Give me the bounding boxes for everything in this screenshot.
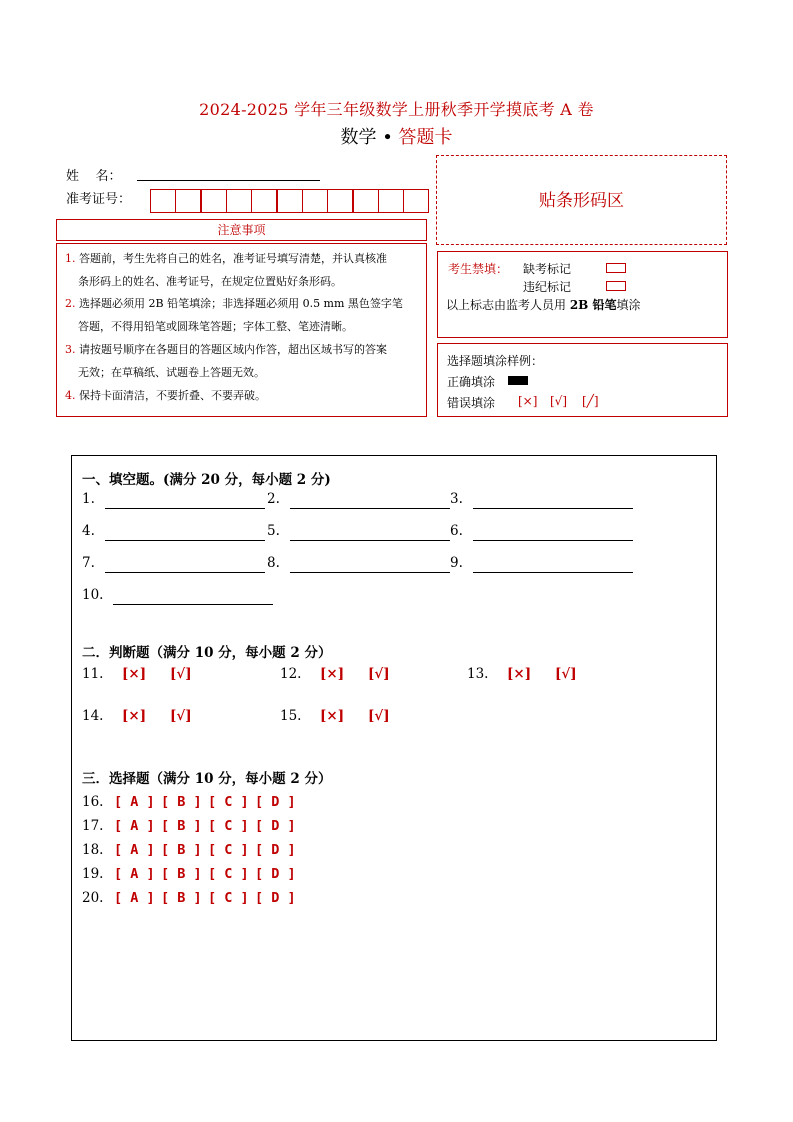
choice-option-d[interactable]: [ D ] <box>255 818 296 834</box>
notice-line <box>65 295 403 311</box>
true-option[interactable]: [√] <box>368 666 390 682</box>
choice-option-d[interactable]: [ D ] <box>255 866 296 882</box>
violation-mark-label: 违纪标记 <box>523 280 572 294</box>
choice-option-a[interactable]: [ A ] <box>114 890 155 906</box>
blank-question-number: 5. <box>267 523 280 539</box>
absent-mark-label: 缺考标记 <box>523 262 572 276</box>
section1-title: 一、填空题。(满分 20 分，每小题 2 分) <box>82 472 331 488</box>
sample-label: 选择题填涂样例： <box>447 354 544 368</box>
answer-blank[interactable] <box>473 540 633 541</box>
mc-question-number: 18. <box>82 842 104 858</box>
id-digit-box[interactable] <box>352 189 379 213</box>
id-number-boxes[interactable] <box>151 189 429 213</box>
choice-option-c[interactable]: [ C ] <box>208 842 249 858</box>
answer-blank[interactable] <box>473 508 633 509</box>
correct-fill-label: 正确填涂 <box>447 375 496 389</box>
false-option[interactable]: [×] <box>507 666 532 682</box>
exam-title: 2024-2025 学年三年级数学上册秋季开学摸底考 A 卷 <box>199 100 594 119</box>
subtitle-subject: 数学 <box>340 127 377 148</box>
notice-number: 2. <box>65 297 76 310</box>
id-digit-box[interactable] <box>302 189 329 213</box>
notice-text: 条形码上的姓名、准考证号，在规定位置贴好条形码。 <box>78 275 342 288</box>
notice-line <box>78 273 342 289</box>
notice-line <box>65 387 266 403</box>
banned-note-pre: 以上标志由监考人员用 <box>446 298 570 312</box>
name-field[interactable] <box>137 180 320 181</box>
absent-mark-box[interactable] <box>606 263 626 273</box>
notice-text: 请按题号顺序在各题目的答题区域内作答，超出区域书写的答案 <box>79 343 387 356</box>
barcode-area <box>436 155 727 245</box>
choice-option-c[interactable]: [ C ] <box>208 794 249 810</box>
id-digit-box[interactable] <box>378 189 405 213</box>
barcode-label: 贴条形码区 <box>539 191 624 211</box>
answer-blank[interactable] <box>290 540 450 541</box>
tf-question-number: 12. <box>280 666 302 682</box>
notice-number: 1. <box>65 252 76 265</box>
subtitle-dot: • <box>382 127 393 148</box>
name-label: 姓 名： <box>66 169 122 184</box>
notice-line <box>65 341 387 357</box>
banned-note-post: 填涂 <box>616 298 641 312</box>
choice-option-c[interactable]: [ C ] <box>208 818 249 834</box>
notice-text: 答题前，考生先将自己的姓名，准考证号填写清楚，并认真核准 <box>79 252 387 265</box>
blank-question-number: 9. <box>450 555 463 571</box>
answer-blank[interactable] <box>105 572 265 573</box>
id-digit-box[interactable] <box>251 189 278 213</box>
notice-line <box>78 364 265 380</box>
notice-text: 保持卡面清洁，不要折叠、不要弄破。 <box>79 389 266 402</box>
notice-text: 答题，不得用铅笔或圆珠笔答题；字体工整、笔迹清晰。 <box>78 320 353 333</box>
wrong-fill-label: 错误填涂 <box>447 396 496 410</box>
notice-line <box>78 318 353 334</box>
wrong-mark-1: [×] <box>518 394 538 408</box>
notice-text: 无效；在草稿纸、试题卷上答题无效。 <box>78 366 265 379</box>
id-digit-box[interactable] <box>226 189 253 213</box>
banned-note <box>446 296 641 313</box>
choice-option-b[interactable]: [ B ] <box>161 866 202 882</box>
choice-option-a[interactable]: [ A ] <box>114 866 155 882</box>
mc-question-number: 20. <box>82 890 104 906</box>
fill-sample-box <box>437 343 728 417</box>
false-option[interactable]: [×] <box>320 666 345 682</box>
answer-blank[interactable] <box>105 540 265 541</box>
card-subtitle <box>0 123 793 149</box>
notice-box <box>56 243 427 417</box>
blank-question-number: 4. <box>82 523 95 539</box>
choice-option-b[interactable]: [ B ] <box>161 818 202 834</box>
answer-blank[interactable] <box>290 508 450 509</box>
notice-number: 3. <box>65 343 76 356</box>
wrong-mark-2: [√] <box>550 394 568 408</box>
blank-question-number: 8. <box>267 555 280 571</box>
answer-blank[interactable] <box>473 572 633 573</box>
tf-question-number: 14. <box>82 708 104 724</box>
id-label: 准考证号： <box>66 192 132 207</box>
notice-text: 选择题必须用 2B 铅笔填涂；非选择题必须用 0.5 mm 黑色签字笔 <box>79 297 403 310</box>
true-option[interactable]: [√] <box>368 708 390 724</box>
answer-area <box>71 455 717 1041</box>
id-digit-box[interactable] <box>200 189 227 213</box>
choice-option-b[interactable]: [ B ] <box>161 794 202 810</box>
false-option[interactable]: [×] <box>122 666 147 682</box>
choice-option-d[interactable]: [ D ] <box>255 794 296 810</box>
id-digit-box[interactable] <box>150 189 177 213</box>
mc-question-number: 17. <box>82 818 104 834</box>
true-option[interactable]: [√] <box>170 666 192 682</box>
mc-question-number: 16. <box>82 794 104 810</box>
answer-blank[interactable] <box>105 508 265 509</box>
notice-number: 4. <box>65 389 76 402</box>
choice-option-c[interactable]: [ C ] <box>208 866 249 882</box>
blank-question-number: 7. <box>82 555 95 571</box>
notice-title: 注意事项 <box>56 219 427 241</box>
blank-question-number: 6. <box>450 523 463 539</box>
tf-question-number: 13. <box>467 666 489 682</box>
choice-option-a[interactable]: [ A ] <box>114 842 155 858</box>
choice-option-a[interactable]: [ A ] <box>114 818 155 834</box>
choice-option-d[interactable]: [ D ] <box>255 842 296 858</box>
blank-question-number: 1. <box>82 491 95 507</box>
section3-title: 三．选择题（满分 10 分，每小题 2 分） <box>82 771 332 787</box>
true-option[interactable]: [√] <box>555 666 577 682</box>
id-digit-box[interactable] <box>276 189 303 213</box>
false-option[interactable]: [×] <box>320 708 345 724</box>
notice-line <box>65 250 387 266</box>
mc-question-number: 19. <box>82 866 104 882</box>
banned-label: 考生禁填： <box>448 262 509 276</box>
id-digit-box[interactable] <box>403 189 430 213</box>
choice-option-d[interactable]: [ D ] <box>255 890 296 906</box>
violation-mark-box[interactable] <box>606 281 626 291</box>
blank-question-number: 3. <box>450 491 463 507</box>
choice-option-b[interactable]: [ B ] <box>161 890 202 906</box>
choice-option-b[interactable]: [ B ] <box>161 842 202 858</box>
answer-blank[interactable] <box>113 604 273 605</box>
true-option[interactable]: [√] <box>170 708 192 724</box>
correct-fill-sample <box>508 376 528 385</box>
choice-option-a[interactable]: [ A ] <box>114 794 155 810</box>
false-option[interactable]: [×] <box>122 708 147 724</box>
banned-fill-box <box>437 251 728 338</box>
tf-question-number: 11. <box>82 666 104 682</box>
blank-question-number: 2. <box>267 491 280 507</box>
id-digit-box[interactable] <box>327 189 354 213</box>
id-digit-box[interactable] <box>175 189 202 213</box>
blank-question-number: 10. <box>82 587 104 603</box>
section2-title: 二．判断题（满分 10 分，每小题 2 分） <box>82 645 332 661</box>
banned-note-bold: 2B 铅笔 <box>569 298 617 312</box>
tf-question-number: 15. <box>280 708 302 724</box>
choice-option-c[interactable]: [ C ] <box>208 890 249 906</box>
wrong-mark-3: [╱] <box>582 394 599 408</box>
answer-blank[interactable] <box>290 572 450 573</box>
subtitle-card: 答题卡 <box>398 127 453 148</box>
